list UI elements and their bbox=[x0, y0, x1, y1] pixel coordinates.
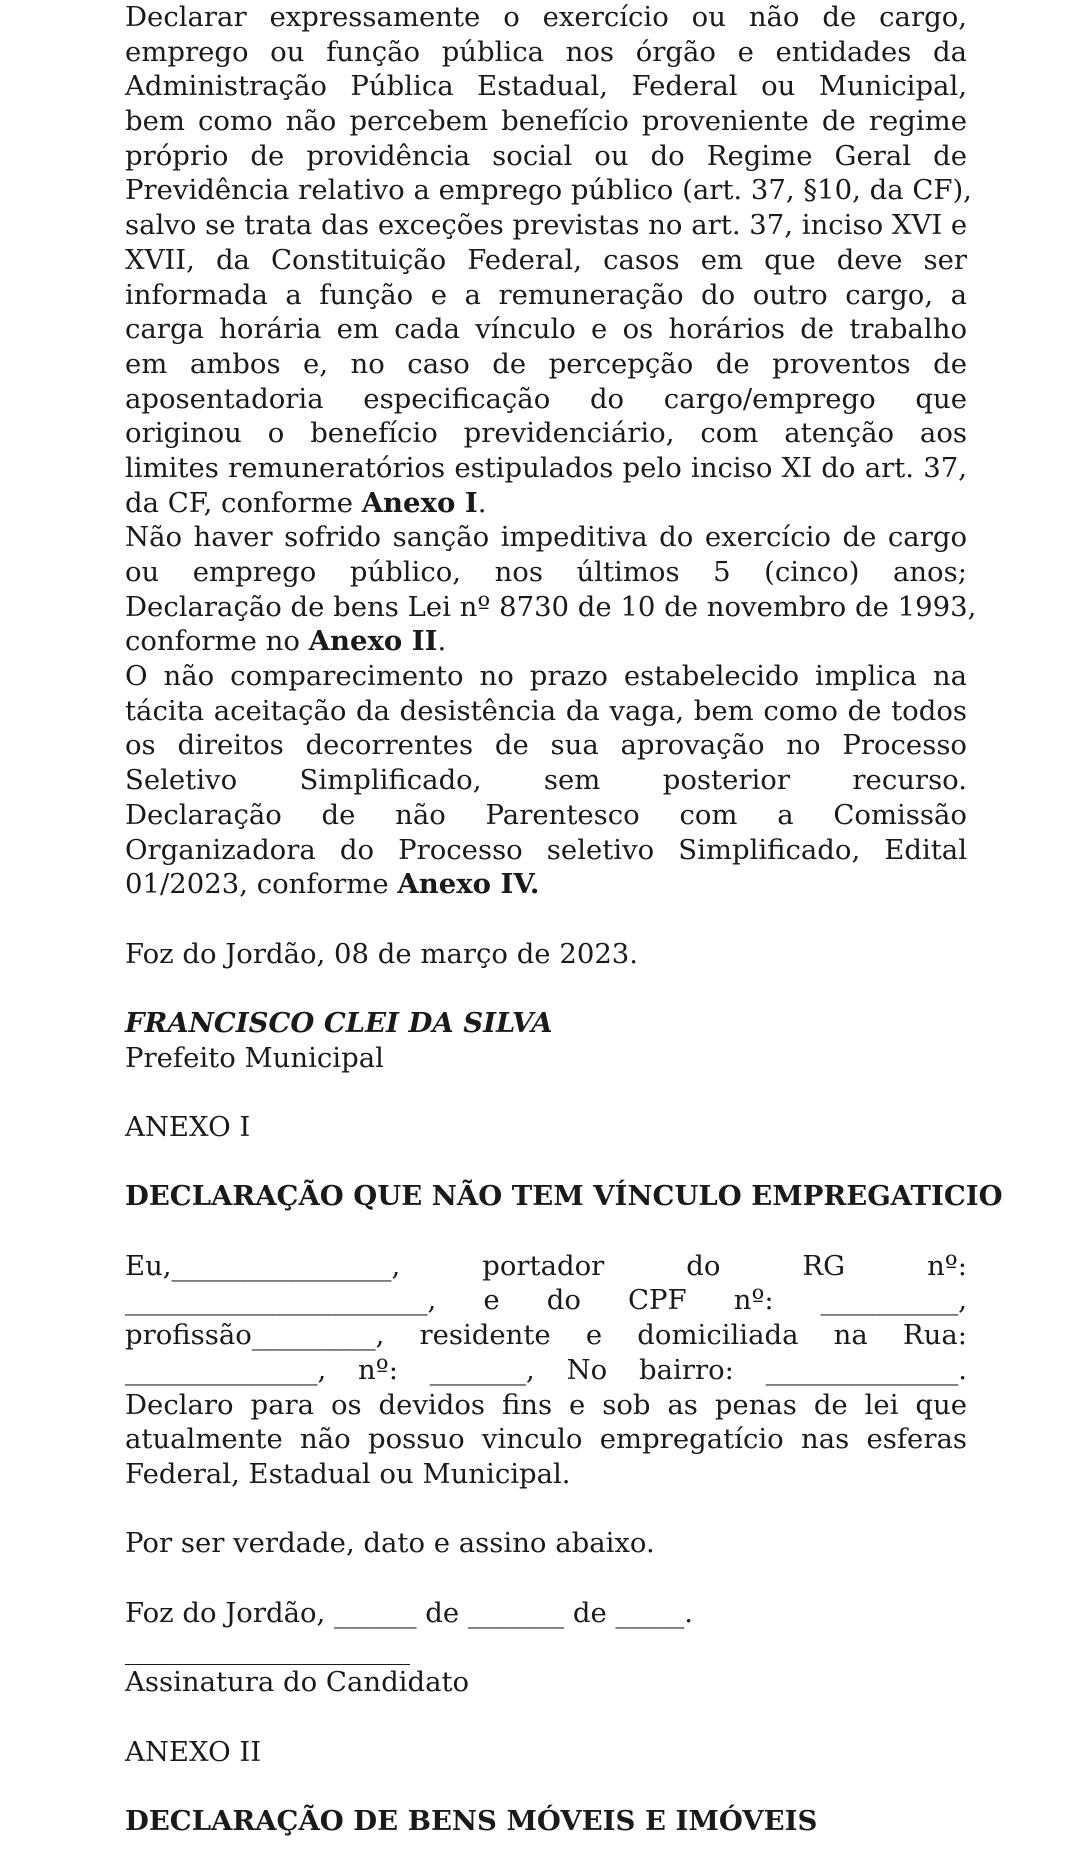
annex2-label: ANEXO II bbox=[125, 1735, 262, 1768]
date-template: Foz do Jordão, ______ de _______ de _____. bbox=[125, 1596, 693, 1629]
annex1-ref-suffix: . bbox=[477, 486, 487, 519]
text-line: ______________________, e do CPF nº: __________, bbox=[125, 1284, 967, 1317]
text-line: Organizadora do Processo seletivo Simplificado, Edital bbox=[125, 833, 967, 866]
text-line: originou o benefício previdenciário, com atenção aos bbox=[125, 417, 967, 450]
annex2-reference-line bbox=[125, 624, 967, 659]
signer-title: Prefeito Municipal bbox=[125, 1041, 384, 1074]
text-line: emprego ou função pública nos órgão e entidades da bbox=[125, 35, 967, 68]
text-line: Declaração de bens Lei nº 8730 de 10 de novembro de 1993, bbox=[125, 590, 977, 623]
annex2-ref-bold: Anexo II bbox=[308, 625, 438, 658]
declaration-body bbox=[125, 1388, 967, 1457]
absence-paragraph bbox=[125, 659, 967, 867]
sanction-paragraph bbox=[125, 520, 977, 624]
annex2-ref-suffix: . bbox=[437, 625, 447, 658]
annex2-title: DECLARAÇÃO DE BENS MÓVEIS E IMÓVEIS bbox=[125, 1805, 818, 1838]
annex2-ref-text: conforme no bbox=[125, 625, 309, 658]
text-line: informada a função e a remuneração do outro cargo, a bbox=[125, 278, 967, 311]
text-line: aposentadoria especificação do cargo/emprego que bbox=[125, 382, 967, 415]
annex1-ref-bold: Anexo I bbox=[361, 486, 478, 519]
issue-date: Foz do Jordão, 08 de março de 2023. bbox=[125, 937, 639, 970]
text-line: bem como não percebem benefício proveniente de regime bbox=[125, 105, 967, 138]
text-line: tácita aceitação da desistência da vaga, bem como de todos bbox=[125, 694, 967, 727]
annex1-ref-text: da CF, conforme bbox=[125, 486, 362, 519]
signer-name: FRANCISCO CLEI DA SILVA bbox=[125, 1006, 553, 1039]
text-line: Administração Pública Estadual, Federal ou Municipal, bbox=[125, 70, 967, 103]
text-line: ______________, nº: _______, No bairro: ______________. bbox=[125, 1353, 967, 1386]
text-line: Seletivo Simplificado, sem posterior recurso. bbox=[125, 764, 967, 797]
text-line: Não haver sofrido sanção impeditiva do exercício de cargo bbox=[125, 521, 967, 554]
text-line: XVII, da Constituição Federal, casos em que deve ser bbox=[125, 243, 967, 276]
annex1-label: ANEXO I bbox=[125, 1111, 251, 1143]
text-line: os direitos decorrentes de sua aprovação no Processo bbox=[125, 729, 967, 762]
text-line: Previdência relativo a emprego público (art. 37, §10, da CF), bbox=[125, 174, 972, 207]
text-line: Eu,________________, portador do RG nº: bbox=[125, 1249, 967, 1282]
text-line: O não comparecimento no prazo estabelecido implica na bbox=[125, 660, 967, 693]
signature-line bbox=[125, 1642, 410, 1665]
text-line: ou emprego público, nos últimos 5 (cinco) anos; bbox=[125, 556, 967, 588]
annex4-ref-text: 01/2023, conforme bbox=[125, 868, 398, 901]
text-line: atualmente não possuo vinculo empregatício nas esferas bbox=[125, 1423, 967, 1456]
annex4-ref-bold: Anexo IV. bbox=[397, 868, 540, 901]
text-line: em ambos e, no caso de percepção de proventos de bbox=[125, 347, 967, 380]
signature-caption: Assinatura do Candidato bbox=[125, 1666, 470, 1699]
annex1-reference-line bbox=[125, 486, 967, 521]
declaration-body-last: Federal, Estadual ou Municipal. bbox=[125, 1457, 571, 1490]
truth-statement: Por ser verdade, dato e assino abaixo. bbox=[125, 1527, 655, 1560]
text-line: profissão_________, residente e domiciliada na Rua: bbox=[125, 1319, 967, 1352]
requirements-paragraph bbox=[125, 0, 972, 486]
document-page bbox=[125, 0, 1003, 1839]
text-line: Declaração de não Parentesco com a Comissão bbox=[125, 798, 967, 831]
text-line: Declarar expressamente o exercício ou não de cargo, bbox=[125, 1, 967, 33]
text-line: limites remuneratórios estipulados pelo inciso XI do art. 37, bbox=[125, 451, 967, 484]
annex1-title: DECLARAÇÃO QUE NÃO TEM VÍNCULO EMPREGATICIO bbox=[125, 1180, 1003, 1213]
declaration-form-fields bbox=[125, 1249, 967, 1388]
text-line: carga horária em cada vínculo e os horários de trabalho bbox=[125, 313, 967, 346]
text-line: salvo se trata das exceções previstas no art. 37, inciso XVI e bbox=[125, 209, 968, 242]
text-line: próprio de providência social ou do Regime Geral de bbox=[125, 139, 967, 172]
text-line: Declaro para os devidos fins e sob as penas de lei que bbox=[125, 1388, 967, 1421]
annex4-reference-line bbox=[125, 867, 967, 902]
